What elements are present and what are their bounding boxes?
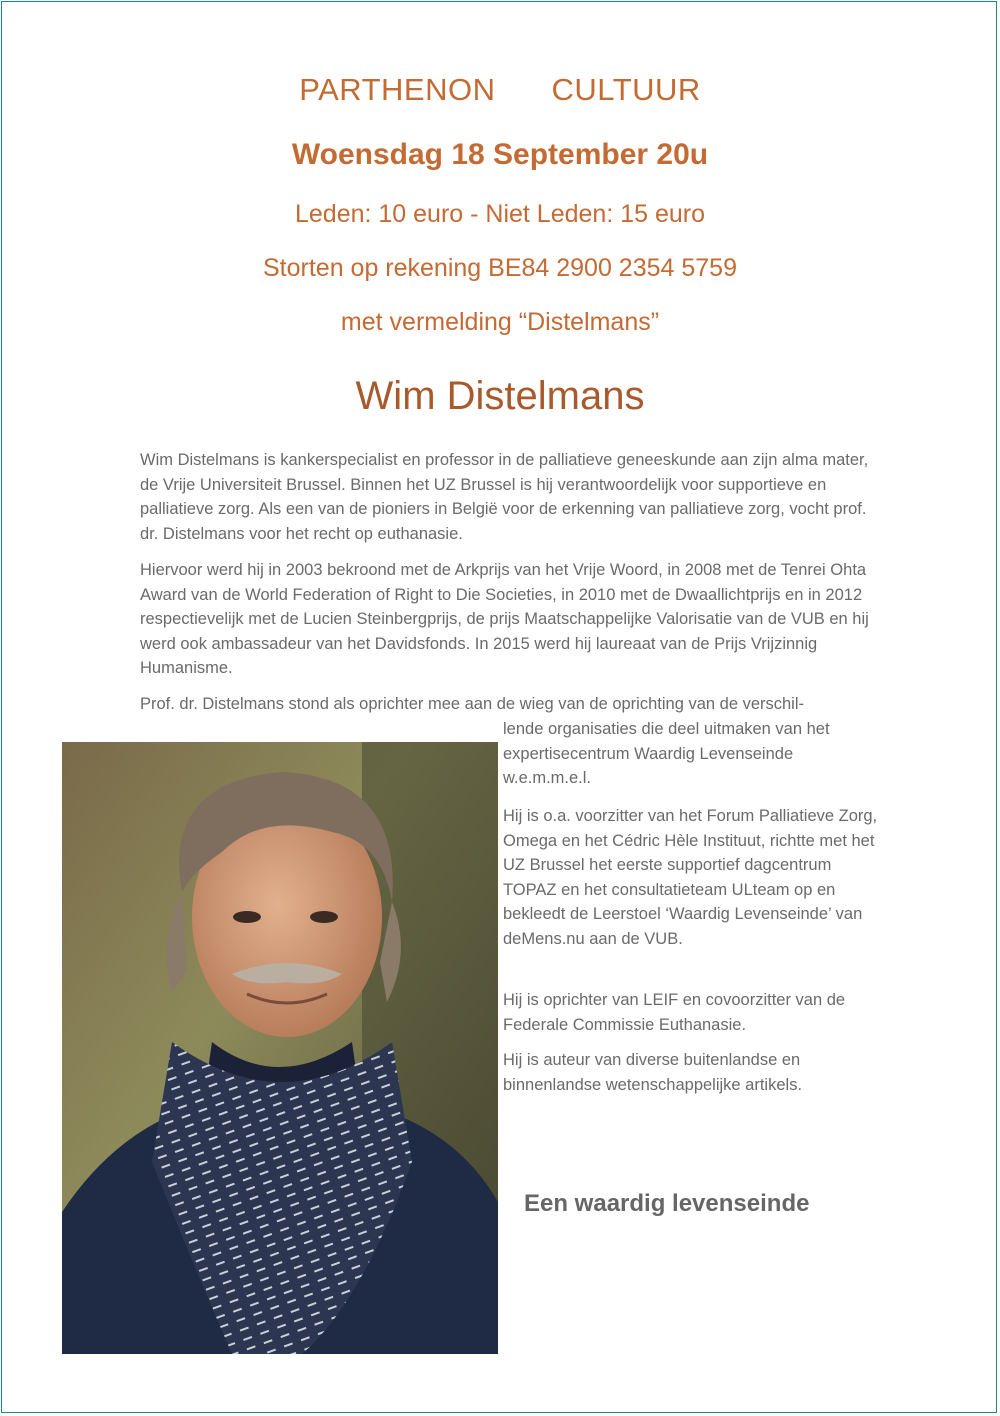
bio-paragraph-5: Hij is oprichter van LEIF en covoorzitter van de Federale Commissie Euthanasie. — [503, 991, 846, 1034]
event-date: Woensdag 18 September 20u — [291, 138, 709, 171]
org-name-right: CULTUUR — [551, 72, 701, 107]
org-name-left: PARTHENON — [299, 72, 496, 107]
bio-paragraph-4: Hij is o.a. voorzitter van het Forum Palliatieve Zorg, Omega en het Cédric Hèle Instituut, richtte met het UZ Brussel het eerste supportief dagcentrum TOPAZ en het consultatieteam ULteam op en bekleedt de Leerstoel ‘Waardig Levenseinde’ van deMens.nu aan de VUB. — [503, 807, 878, 948]
page-title: Wim Distelmans — [355, 374, 645, 418]
org-heading — [0, 72, 1000, 108]
bio-paragraph-3-rest: lende organisaties die deel uitmaken van het expertisecentrum Waardig Levenseinde w.e.m.m.e.l. — [503, 720, 830, 788]
bio-paragraph-1: Wim Distelmans is kankerspecialist en professor in de palliatieve geneeskunde aan zijn alma mater, de Vrije Universiteit Brussel. Binnen het UZ Brussel is hij verantwoordelijk voor supportieve en palliatieve zorg. Als een van de pioniers in België voor de erkenning van palliatieve zorg, vocht prof. dr. Distelmans voor het recht op euthanasie. — [140, 451, 869, 543]
tagline: Een waardig levenseinde — [524, 1190, 810, 1217]
bio-paragraph-6: Hij is auteur van diverse buitenlandse en binnenlandse wetenschappelijke artikels. — [503, 1051, 803, 1094]
bank-account: Storten op rekening BE84 2900 2354 5759 — [263, 254, 737, 282]
bio-paragraph-3-start: Prof. dr. Distelmans stond als oprichter mee aan de wieg van de oprichting van de verschil- — [140, 695, 805, 713]
portrait-photo — [62, 742, 498, 1354]
event-prices: Leden: 10 euro - Niet Leden: 15 euro — [294, 200, 706, 228]
payment-mention: met vermelding “Distelmans” — [340, 308, 660, 336]
bio-paragraph-2: Hiervoor werd hij in 2003 bekroond met de Arkprijs van het Vrije Woord, in 2008 met de Tenrei Ohta Award van de World Federation of Right to Die Societies, in 2010 met de Dwaallichtprijs en in 2012 respectievelijk met de Lucien Steinbergprijs, de prijs Maatschappelijke Valorisatie van de VUB en hij werd ook ambassadeur van het Davidsfonds. In 2015 werd hij laureaat van de Prijs Vrijzinnig Humanisme. — [140, 561, 869, 678]
